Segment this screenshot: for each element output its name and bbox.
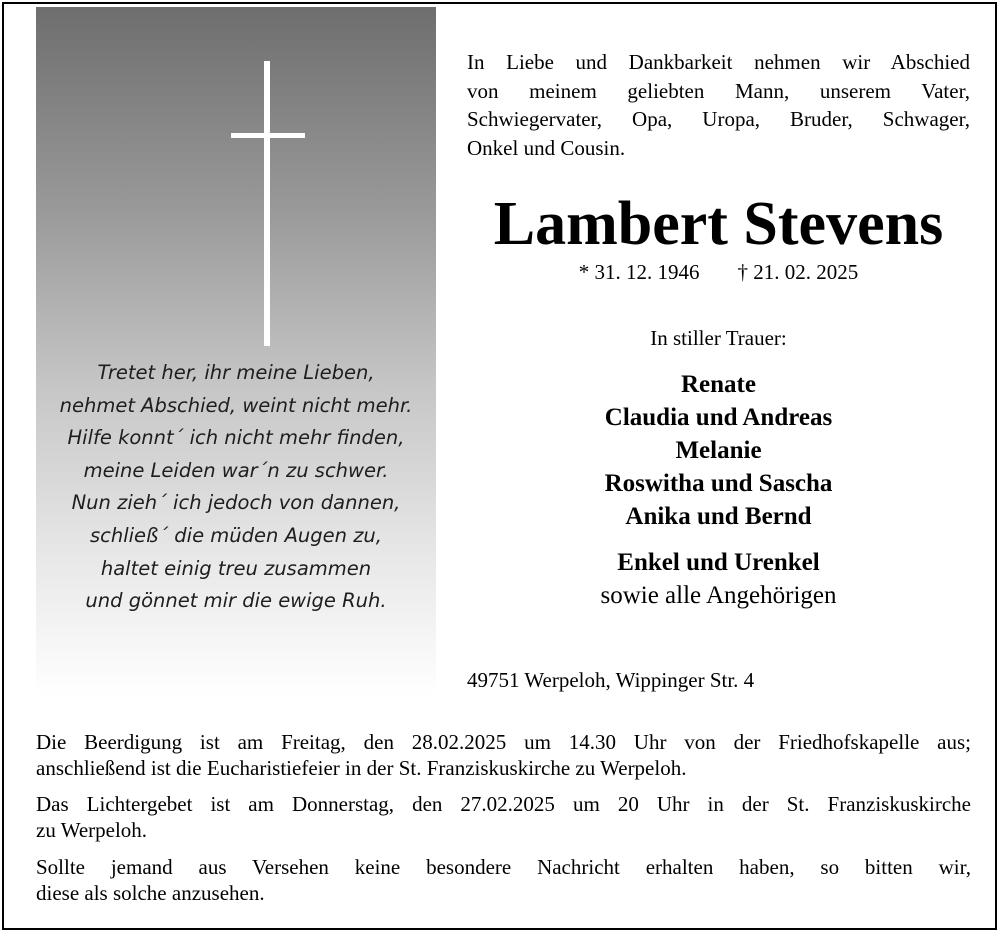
intro-line: Schwiegervater, Opa, Uropa, Bruder, Schwager,	[467, 107, 970, 131]
mourner-name: Anika und Bernd	[625, 503, 812, 530]
cross-bar	[231, 133, 305, 138]
notice-line: Das Lichtergebet ist am Donnerstag, den 27.02.2025 um 20 Uhr in der St. Franziskuskirche	[36, 792, 971, 816]
poem	[36, 357, 436, 618]
notice-line: zu Werpeloh.	[36, 818, 148, 842]
poem-line: schließ´ die müden Augen zu,	[89, 523, 382, 547]
grandchildren: Enkel und Urenkel	[617, 549, 820, 576]
death-date: † 21. 02. 2025	[737, 260, 859, 284]
intro-line: von meinem geliebten Mann, unserem Vater,	[467, 78, 970, 103]
birth-date: * 31. 12. 1946	[578, 260, 700, 284]
latin-cross-icon	[264, 61, 270, 346]
intro-line: In Liebe und Dankbarkeit nehmen wir Abschied	[467, 50, 970, 74]
deceased-name: Lambert Stevens	[493, 190, 944, 258]
prayer-notice	[36, 791, 971, 843]
obituary-notice	[2, 2, 997, 930]
relatives: sowie alle Angehörigen	[600, 582, 837, 609]
poem-line: meine Leiden war´n zu schwer.	[83, 458, 389, 482]
poem-line: Nun zieh´ ich jedoch von dannen,	[71, 491, 401, 515]
poem-line: haltet einig treu zusammen	[100, 556, 372, 580]
notice-line: Die Beerdigung ist am Freitag, den 28.02.2025 um 14.30 Uhr von der Friedhofskapelle aus;	[36, 730, 971, 754]
mourner-name: Melanie	[675, 437, 762, 464]
mourner-name: Claudia und Andreas	[604, 404, 833, 431]
intro-line: Onkel und Cousin.	[467, 135, 626, 160]
notice-line: Sollte jemand aus Versehen keine besondere Nachricht erhalten haben, so bitten wir,	[36, 855, 971, 879]
mourning-heading: In stiller Trauer:	[650, 326, 787, 350]
mourner-name: Roswitha und Sascha	[604, 470, 833, 497]
mourner-name: Renate	[681, 371, 756, 398]
notice-line: diese als solche anzusehen.	[36, 881, 265, 905]
notice-line: anschließend ist die Eucharistiefeier in der St. Franziskuskirche zu Werpeloh.	[36, 756, 687, 780]
mourner-list	[467, 368, 970, 533]
poem-line: Tretet her, ihr meine Lieben,	[97, 361, 375, 384]
poem-line: Hilfe konnt´ ich nicht mehr finden,	[67, 426, 405, 450]
intro-text	[467, 48, 970, 162]
mourner-address: 49751 Werpeloh, Wippinger Str. 4	[467, 668, 755, 692]
funeral-notice	[36, 729, 971, 781]
poem-line: und gönnet mir die ewige Ruh.	[85, 589, 387, 613]
closing-note	[36, 854, 971, 906]
life-dates	[467, 258, 970, 286]
poem-line: nehmet Abschied, weint nicht mehr.	[59, 393, 413, 417]
